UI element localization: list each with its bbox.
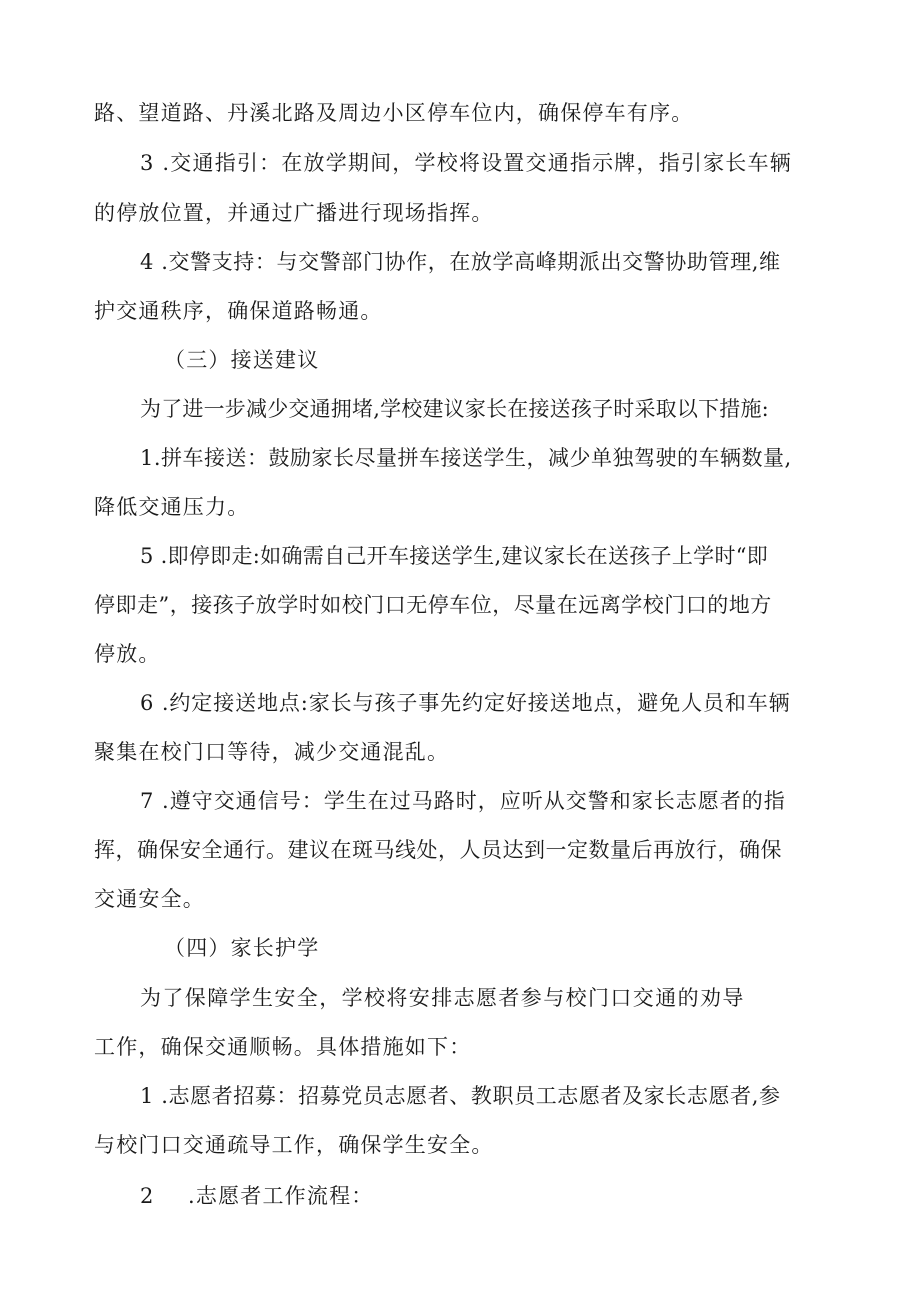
text-line: .志愿者工作流程： <box>188 1184 374 1208</box>
section-heading: （三）接送建议 <box>164 348 320 372</box>
text-line: 的停放位置，并通过广播进行现场指挥。 <box>94 201 494 225</box>
text-line: 护交通秩序，确保道路畅通。 <box>94 299 383 323</box>
text-line: 交通安全。 <box>94 887 205 911</box>
text-line: 聚集在校门口等待，减少交通混乱。 <box>94 740 450 764</box>
text-line: 7 .遵守交通信号：学生在过马路时，应听从交警和家长志愿者的指 <box>140 789 786 813</box>
text-line: 4 .交警支持：与交警部门协作，在放学高峰期派出交警协助管理,维 <box>140 250 781 274</box>
list-number: 2 <box>140 1184 155 1208</box>
text-line: 1.拼车接送：鼓励家长尽量拼车接送学生，减少单独驾驶的车辆数量, <box>140 446 792 470</box>
text-line: 停即走”，接孩子放学时如校门口无停车位，尽量在远离学校门口的地方 <box>94 593 772 617</box>
section-heading: （四）家长护学 <box>164 936 320 960</box>
text-line: 停放。 <box>94 642 161 666</box>
text-line: 与校门口交通疏导工作，确保学生安全。 <box>94 1133 494 1157</box>
text-line: 6 .约定接送地点:家长与孩子事先约定好接送地点，避免人员和车辆 <box>140 691 791 715</box>
text-line: 3 .交通指引：在放学期间，学校将设置交通指示牌，指引家长车辆 <box>140 151 792 175</box>
text-line: 降低交通压力。 <box>94 495 250 519</box>
text-line: 1 .志愿者招募：招募党员志愿者、教职员工志愿者及家长志愿者,参 <box>140 1084 781 1108</box>
text-line: 为了进一步减少交通拥堵,学校建议家长在接送孩子时采取以下措施: <box>140 397 769 421</box>
text-line: 为了保障学生安全，学校将安排志愿者参与校门口交通的劝导 <box>140 986 745 1010</box>
text-line: 5 .即停即走:如确需自己开车接送学生,建议家长在送孩子上学时“即 <box>140 544 769 568</box>
text-line: 工作，确保交通顺畅。具体措施如下： <box>94 1035 472 1059</box>
text-line: 路、望道路、丹溪北路及周边小区停车位内，确保停车有序。 <box>94 101 694 125</box>
text-line: 挥，确保安全通行。建议在斑马线处，人员达到一定数量后再放行，确保 <box>94 838 782 862</box>
